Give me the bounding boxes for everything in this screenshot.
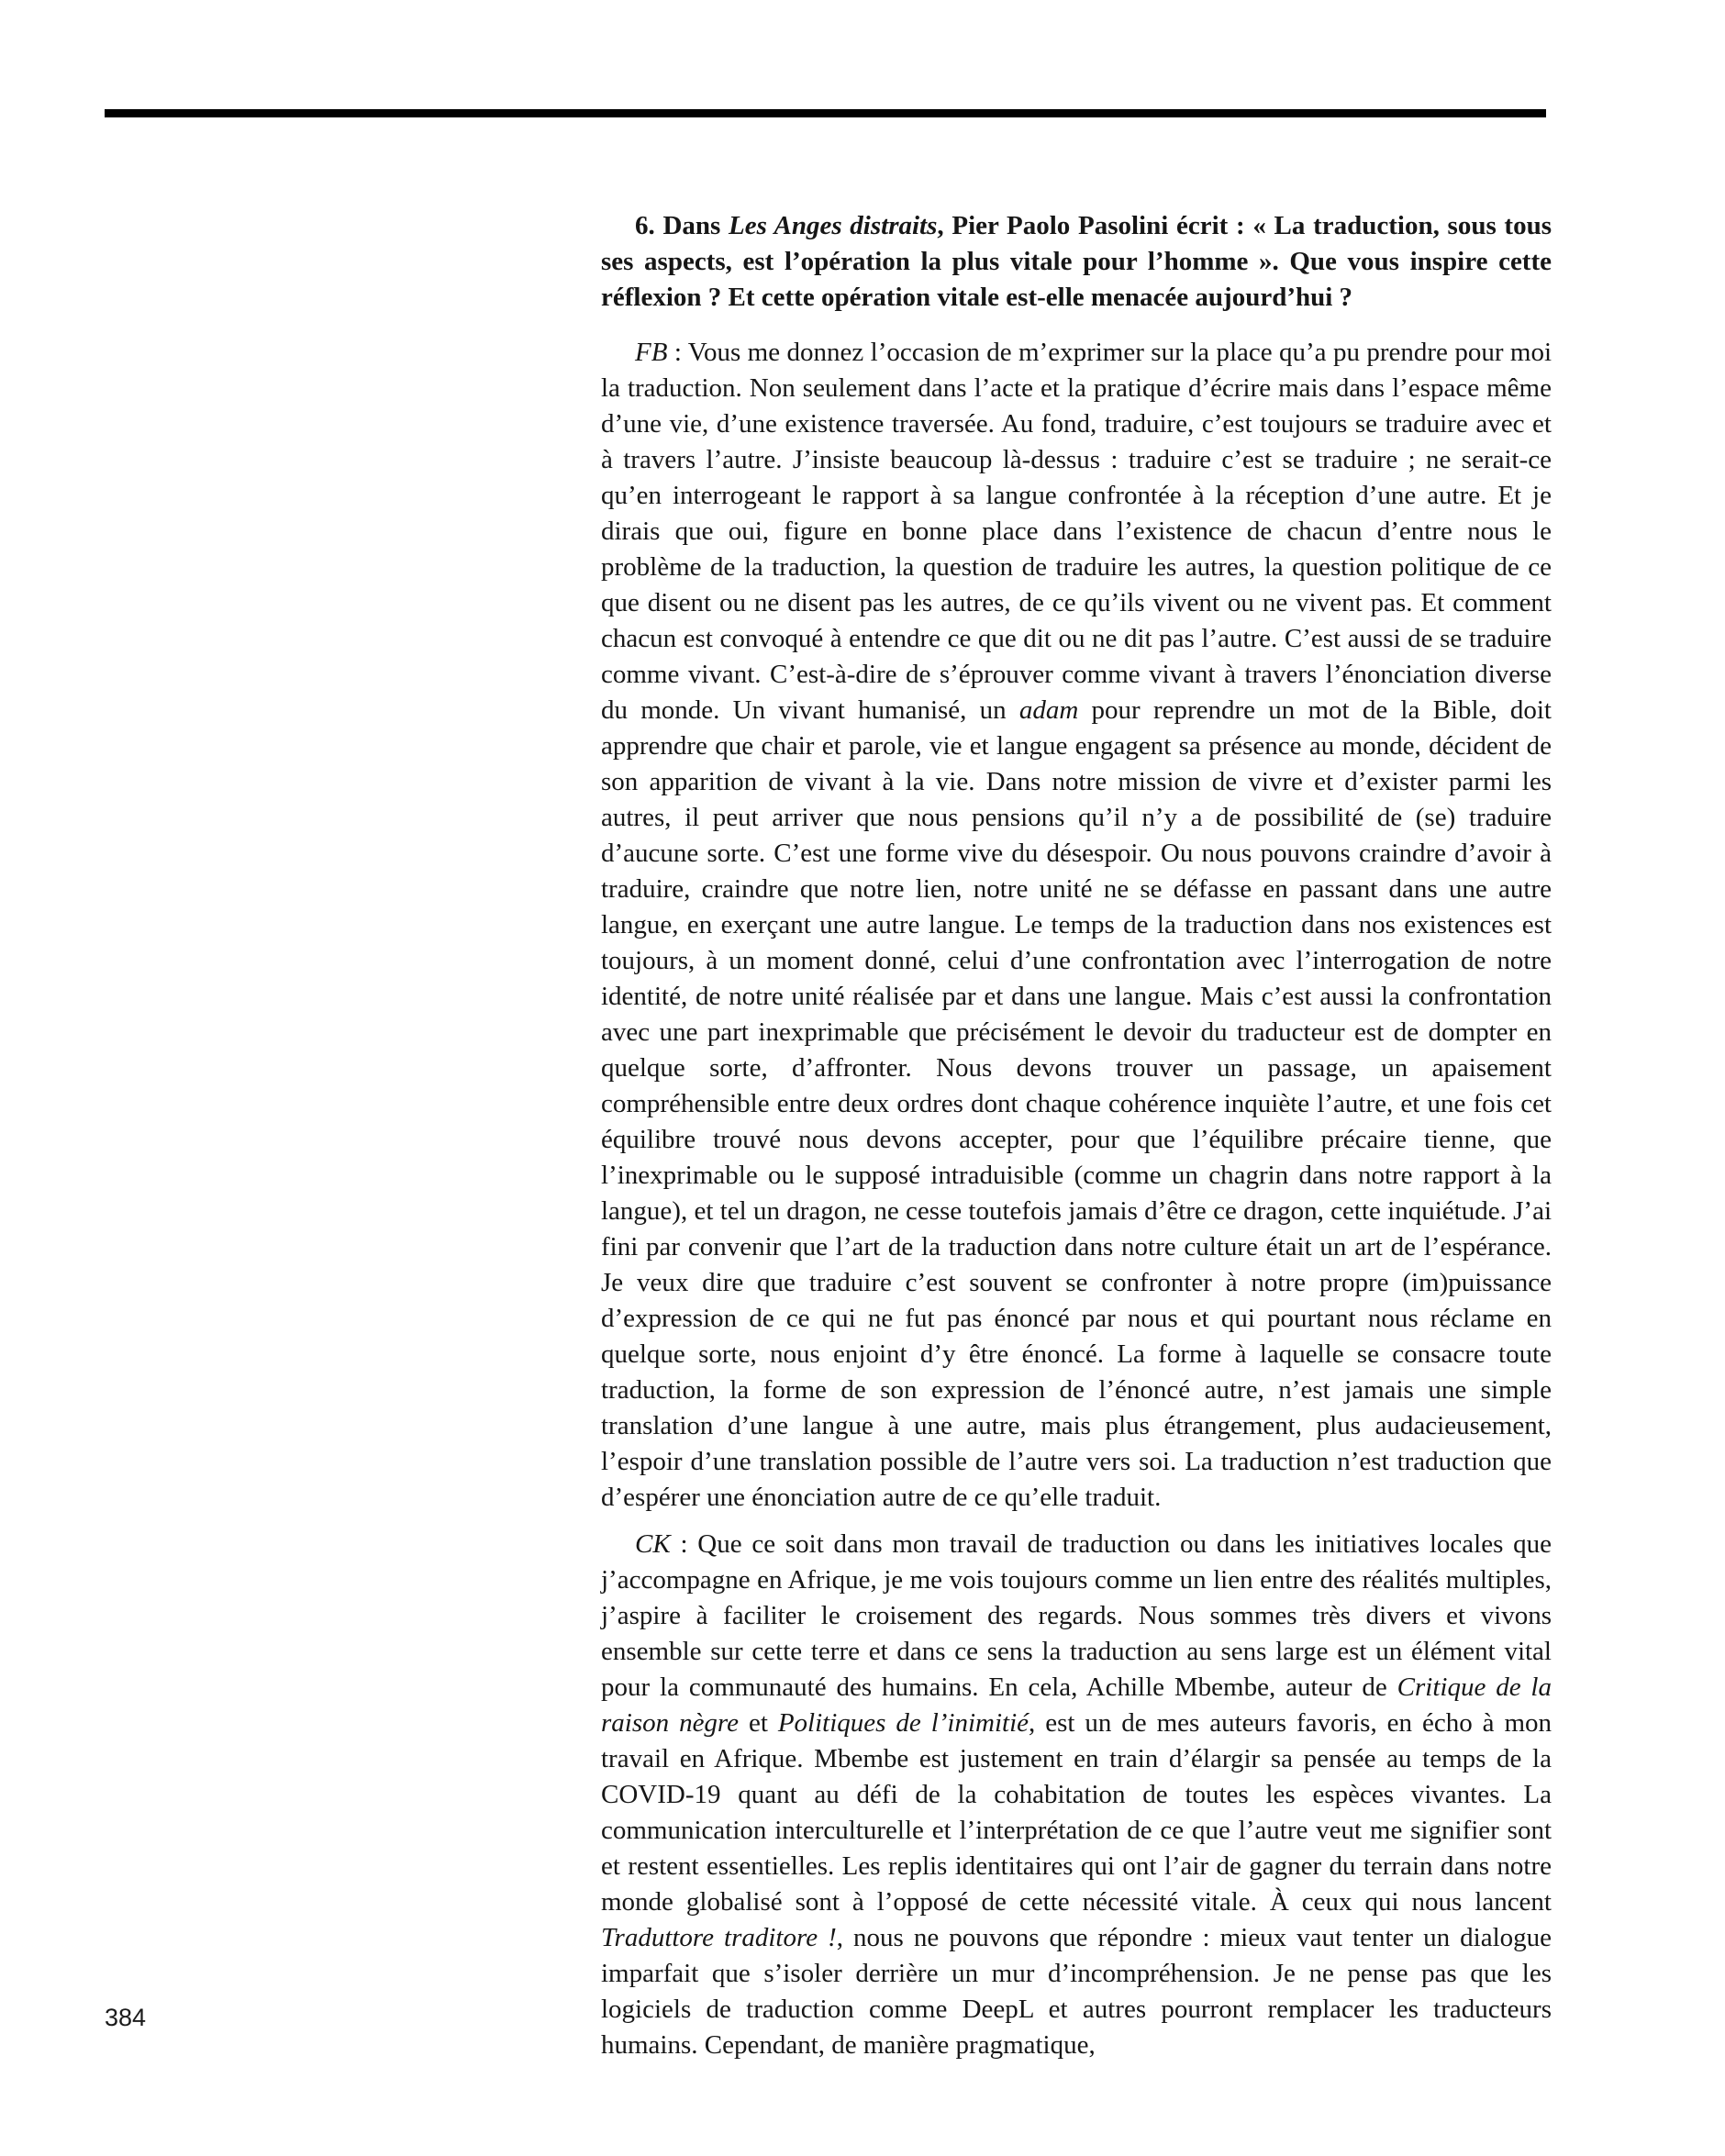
text-run: , est un de mes auteurs favoris, en écho à mon travail en Afrique. Mbembe est justement en train d’élargir sa pensée au temps de la COVID-19 quant au défi de la cohabitation de toutes les espèces vivantes. La communication interculturelle et l’interprétation de ce que l’autre veut me signifier sont et restent essentielles. Les replis identitaires qui ont l’air de gagner du terrain dans notre monde globalisé sont à l’opposé de cette nécessité vitale. À ceux qui nous lancent bbox=[601, 1708, 1552, 1917]
answer-paragraph-ck bbox=[601, 1527, 1552, 2063]
text-run: 6. Dans bbox=[635, 211, 729, 240]
text-column bbox=[601, 208, 1552, 2063]
page-number: 384 bbox=[105, 2004, 147, 2031]
text-run: Les Anges distraits bbox=[729, 211, 938, 240]
text-run: Politiques de l’inimitié bbox=[777, 1708, 1029, 1738]
text-run: : Que ce soit dans mon travail de traduction ou dans les initiatives locales que j’accompagne en Afrique, je me vois toujours comme un lien entre des réalités multiples, j’aspire à faciliter le croisement des regards. Nous sommes très divers et vivons ensemble sur cette terre et dans ce sens la traduction au sens large est un élément vital pour la communauté des humains. En cela, Achille Mbembe, auteur de bbox=[601, 1529, 1552, 1702]
text-run: Traduttore traditore ! bbox=[601, 1923, 837, 1952]
text-run: , Pier Paolo Pasolini écrit : « La traduction, sous tous ses aspects, est l’opération la plus vitale pour l’homme ». Que vous inspire cette réflexion ? Et cette opération vitale est-elle menacée aujourd’hui ? bbox=[601, 211, 1552, 312]
text-run: FB bbox=[635, 338, 668, 367]
interview-question-6 bbox=[601, 208, 1552, 316]
text-run: Critique de la raison nègre bbox=[601, 1673, 1552, 1738]
text-run: adam bbox=[1018, 695, 1079, 725]
top-rule bbox=[105, 109, 1546, 117]
text-run: , nous ne pouvons que répondre : mieux vaut tenter un dialogue imparfait que s’isoler derrière un mur d’incompréhension. Je ne pense pas que les logiciels de traduction comme DeepL et autres pourront remplacer les traducteurs humains. Cependant, de manière pragmatique, bbox=[601, 1923, 1552, 2060]
text-run: CK bbox=[635, 1529, 671, 1559]
answer-paragraph-fb bbox=[601, 335, 1552, 1516]
text-run: pour reprendre un mot de la Bible, doit apprendre que chair et parole, vie et langue engagent sa présence au monde, décident de son apparition de vivant à la vie. Dans notre mission de vivre et d’exister parmi les autres, il peut arriver que nous pensions qu’il n’y a de possibilité de (se) traduire d’aucune sorte. C’est une forme vive du désespoir. Ou nous pouvons craindre d’avoir à traduire, craindre que notre lien, notre unité ne se défasse en passant dans une autre langue, en exerçant une autre langue. Le temps de la traduction dans nos existences est toujours, à un moment donné, celui d’une confrontation avec l’interrogation de notre identité, de notre unité réalisée par et dans une langue. Mais c’est aussi la confrontation avec une part inexprimable que précisément le devoir du traducteur est de dompter en quelque sorte, d’affronter. Nous devons trouver un passage, un apaisement compréhensible entre deux ordres dont chaque cohérence inquiète l’autre, et une fois cet équilibre trouvé nous devons accepter, pour que l’équilibre précaire tienne, que l’inexprimable ou le supposé intraduisible (comme un chagrin dans notre rapport à la langue), et tel un dragon, ne cesse toutefois jamais d’être ce dragon, cette inquiétude. J’ai fini par convenir que l’art de la traduction dans notre culture était un art de l’espérance. Je veux dire que traduire c’est souvent se confronter à notre propre (im)puissance d’expression de ce qui ne fut pas énoncé par nous et qui pourtant nous réclame en quelque sorte, nous enjoint d’y être énoncé. La forme à laquelle se consacre toute traduction, la forme de son expression de l’énoncé autre, n’est jamais une simple translation d’une langue à une autre, mais plus étrangement, plus audacieusement, l’espoir d’une translation possible de l’autre vers soi. La traduction n’est traduction que d’espérer une énonciation autre de ce qu’elle traduit. bbox=[601, 695, 1552, 1512]
text-run: : Vous me donnez l’occasion de m’exprimer sur la place qu’a pu prendre pour moi la traduction. Non seulement dans l’acte et la pratique d’écrire mais dans l’espace même d’une vie, d’une existence traversée. Au fond, traduire, c’est toujours se traduire avec et à travers l’autre. J’insiste beaucoup là-dessus : traduire c’est se traduire ; ne serait-ce qu’en interrogeant le rapport à sa langue confrontée à la réception d’une autre. Et je dirais que oui, figure en bonne place dans l’existence de chacun d’entre nous le problème de la traduction, la question de traduire les autres, la question politique de ce que disent ou ne disent pas les autres, de ce qu’ils vivent ou ne vivent pas. Et comment chacun est convoqué à entendre ce que dit ou ne dit pas l’autre. C’est aussi de se traduire comme vivant. C’est-à-dire de s’éprouver comme vivant à travers l’énonciation diverse du monde. Un vivant humanisé, un bbox=[601, 338, 1552, 725]
text-run: et bbox=[739, 1708, 778, 1738]
